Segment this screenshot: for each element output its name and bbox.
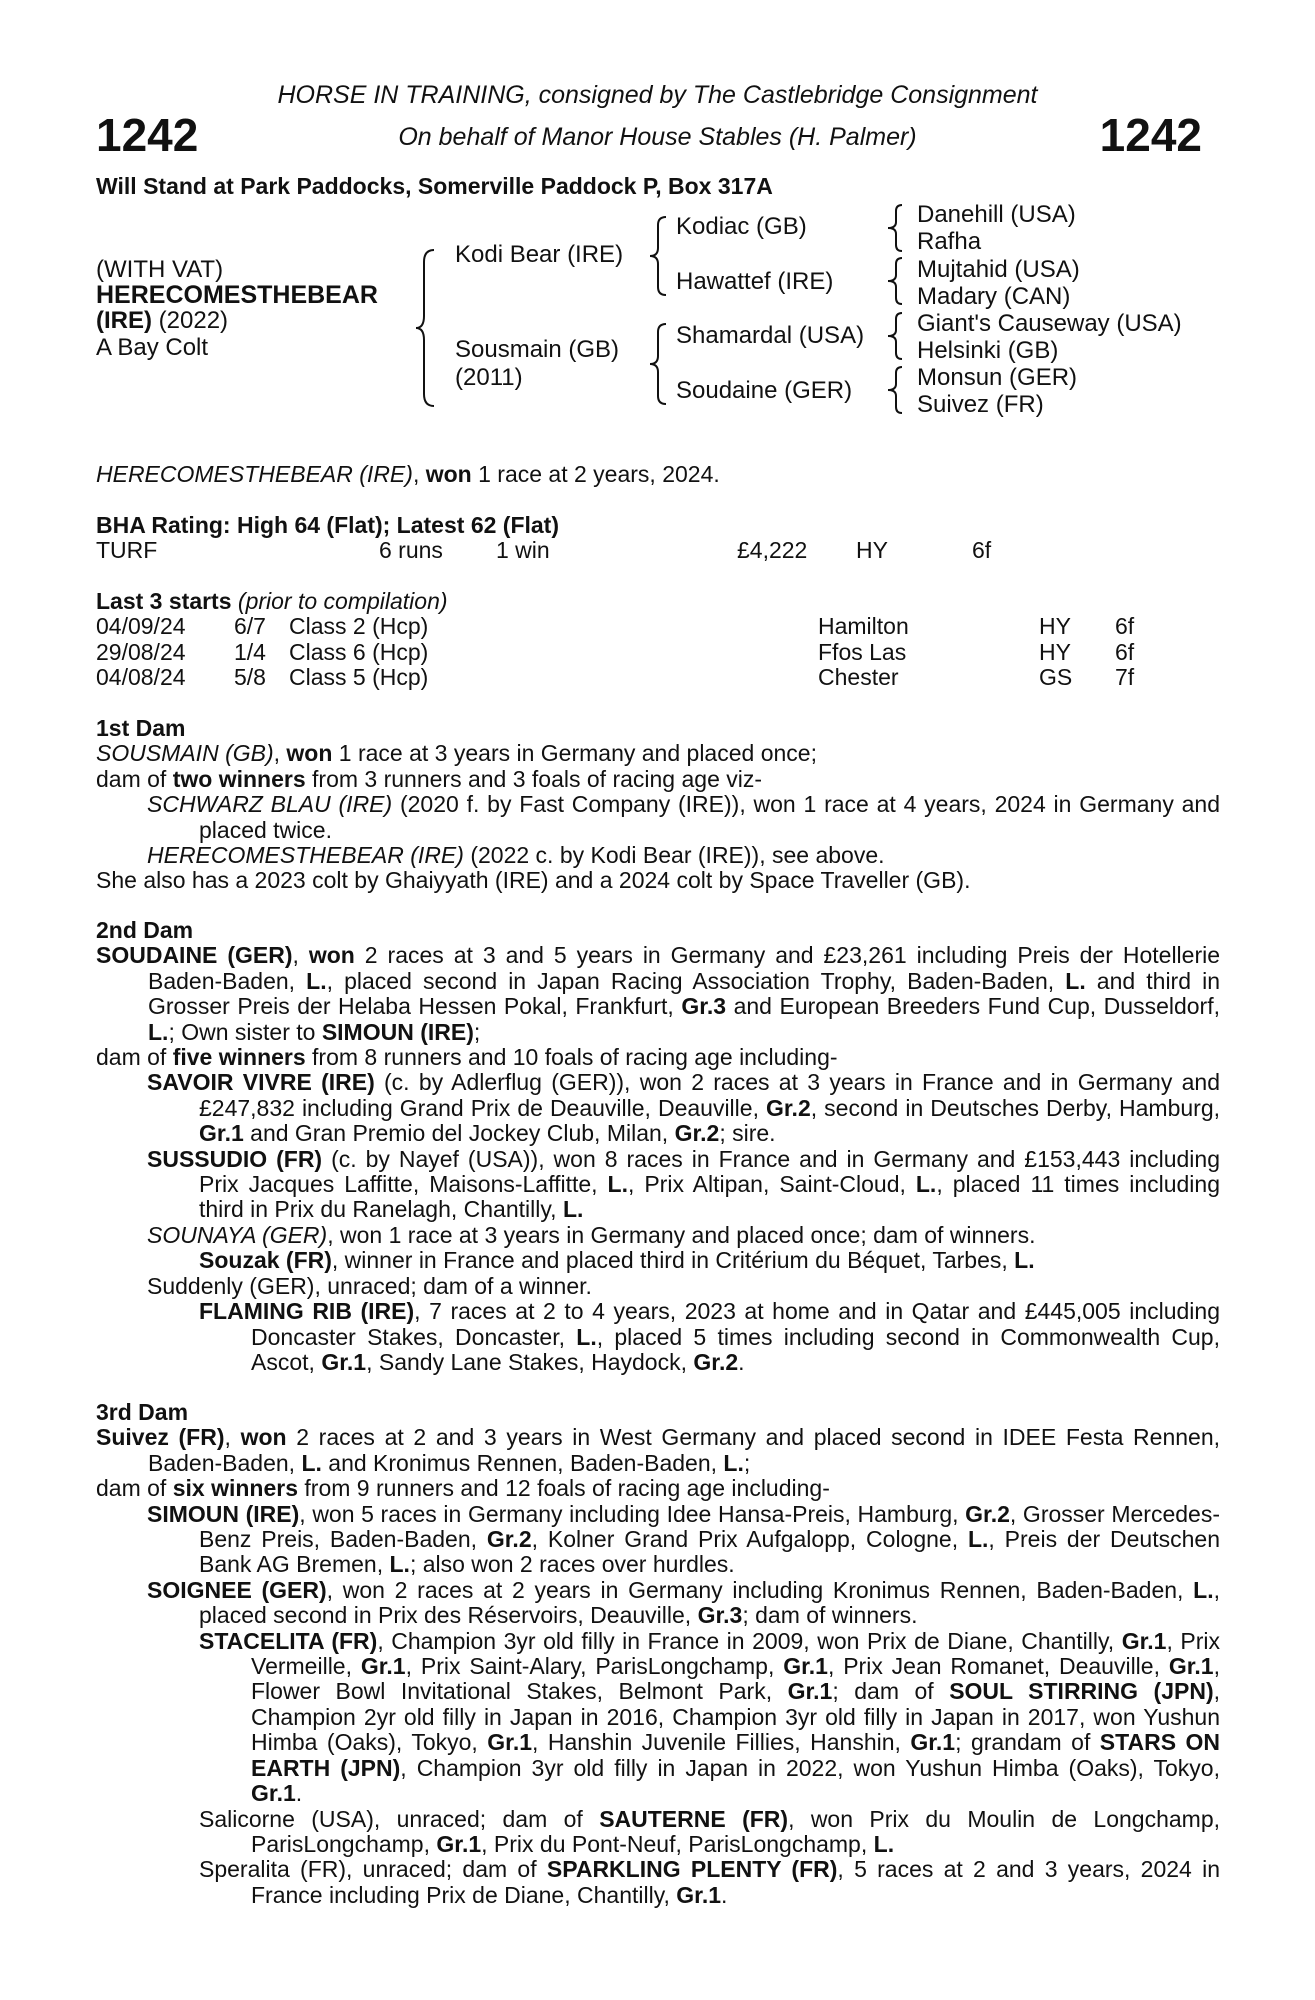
progeny-name: SOIGNEE (GER) (147, 1576, 327, 1603)
text: , Preis der Deutschen Bank AG Bremen, (199, 1526, 1220, 1578)
g4-ancestor: Danehill (USA) (917, 201, 1076, 228)
progeny-name: SCHWARZ BLAU (IRE) (147, 791, 393, 818)
start-class: Class 2 (Hcp) (289, 613, 429, 640)
text: , placed second in Japan Racing Association Trophy, Baden-Baden, (326, 967, 1066, 994)
dam-dam: Soudaine (GER) (676, 377, 853, 404)
grade-label: L. (148, 1018, 169, 1045)
text: ; grandam of (955, 1729, 1100, 1756)
grade-label: Gr.2 (765, 1094, 811, 1121)
progeny-name: FLAMING RIB (IRE) (199, 1298, 415, 1325)
text: , won 1 race at 3 years in Germany and placed once; dam of winners. (327, 1221, 1036, 1248)
summary-won: won (425, 461, 472, 487)
grade-label: Gr.2 (965, 1500, 1010, 1527)
text: ; Own sister to (168, 1018, 322, 1045)
last-starts-note: (prior to compilation) (237, 588, 448, 614)
text: , placed 5 times including second in Commonwealth Cup, Ascot, (251, 1323, 1220, 1375)
pedigree-brace-sire (650, 215, 668, 297)
third-dam-title: 3rd Dam (96, 1399, 189, 1425)
rating-section (96, 513, 1220, 564)
grade-label: L. (562, 1196, 584, 1223)
text: , placed second in Prix des Réservoirs, Deauville, (199, 1576, 1220, 1629)
progeny-name: SIMOUN (IRE) (147, 1500, 300, 1527)
text: , placed 11 times including third in Prix du Ranelagh, Chantilly, (199, 1171, 1220, 1223)
start-row (96, 665, 1220, 690)
first-dam-section (96, 716, 1220, 894)
start-date: 04/09/24 (96, 613, 186, 640)
text: ; dam of winners. (742, 1602, 918, 1629)
text: 2 races at 2 and 3 years in West Germany and placed second in IDEE Festa Rennen, Baden-Baden, (148, 1424, 1221, 1476)
grade-label: Gr.1 (436, 1830, 482, 1857)
rating-runs: 6 runs (379, 537, 443, 564)
progeny-name: SUSSUDIO (FR) (147, 1145, 323, 1172)
text: , Champion 3yr old filly in France in 2009, won Prix de Diane, Chantilly, (377, 1627, 1122, 1654)
text: , 5 races at 2 and 3 years, 2024 in France including Prix de Diane, Chantilly, (251, 1856, 1220, 1908)
dam-name: Sousmain (GB) (455, 336, 620, 363)
grade-label: L. (915, 1171, 937, 1198)
grade-label: Gr.1 (1121, 1627, 1167, 1654)
text: , (273, 740, 287, 767)
text: , second in Deutsches Derby, Hamburg, (810, 1094, 1221, 1121)
grade-label: L. (873, 1830, 895, 1857)
grade-label: Gr.1 (199, 1120, 244, 1147)
text: from 8 runners and 10 foals of racing age including- (305, 1044, 838, 1071)
horse-name: SPARKLING PLENTY (FR) (546, 1856, 838, 1883)
header-on-behalf: On behalf of Manor House Stables (H. Palmer) (398, 123, 917, 151)
text: ; (473, 1018, 481, 1045)
grade-label: Gr.1 (910, 1729, 956, 1756)
pedigree-brace-g4-1 (888, 203, 904, 253)
pedigree-brace-dam (650, 322, 668, 406)
text: and third in Grosser Preis der Helaba Hessen Pokal, Frankfurt, (148, 967, 1220, 1020)
dam-name: SOUSMAIN (GB) (96, 740, 274, 767)
text: ; dam of (832, 1678, 950, 1705)
start-course: Chester (818, 664, 899, 691)
grade-label: L. (607, 1171, 628, 1198)
start-row (96, 614, 1220, 639)
text: , Prix du Pont-Neuf, ParisLongchamp, (481, 1830, 874, 1857)
won-label: won (308, 942, 355, 969)
text: 1 race at 3 years in Germany and placed once; (332, 740, 817, 767)
start-course: Hamilton (818, 613, 909, 640)
text: , Champion 2yr old filly in Japan in 2016, Champion 3yr old filly in Japan in 2017, won Yushun Himba (Oaks), Tokyo, (251, 1678, 1221, 1756)
progeny-name: Souzak (FR) (199, 1247, 332, 1274)
start-distance: 6f (1115, 638, 1135, 665)
start-date: 04/08/24 (96, 664, 186, 691)
start-place: 6/7 (234, 613, 266, 640)
text: dam of (96, 765, 173, 792)
sire-dam: Hawattef (IRE) (676, 268, 834, 295)
stand-location: Will Stand at Park Paddocks, Somerville Paddock P, Box 317A (96, 173, 773, 199)
g4-ancestor: Madary (CAN) (917, 283, 1071, 310)
text: and European Breeders Fund Cup, Dusseldorf, (726, 993, 1221, 1020)
rating-title: BHA Rating: High 64 (Flat); Latest 62 (Flat) (96, 512, 559, 538)
summary-text: 1 race at 2 years, 2024. (471, 461, 720, 487)
dam-sire: Shamardal (USA) (676, 322, 865, 349)
pedigree-brace-g4-2 (888, 256, 904, 306)
g4-ancestor: Suivez (FR) (917, 391, 1044, 418)
grade-label: L. (576, 1323, 597, 1350)
text: , won 5 races in Germany including Idee Hansa-Preis, Hamburg, (299, 1500, 966, 1527)
horse-suffix: (IRE) (96, 307, 152, 334)
last-starts-section (96, 589, 1220, 691)
first-dam-title: 1st Dam (96, 715, 186, 741)
grade-label: Gr.2 (693, 1348, 739, 1375)
text: and Gran Premio del Jockey Club, Milan, (243, 1120, 675, 1147)
lot-number-left: 1242 (96, 109, 199, 161)
text: , Hanshin Juvenile Fillies, Hanshin, (532, 1729, 911, 1756)
grade-label: L. (1193, 1576, 1214, 1603)
text: (2022 c. by Kodi Bear (IRE)), see above. (463, 842, 885, 869)
rating-going: HY (856, 537, 888, 564)
text: , Sandy Lane Stakes, Haydock, (366, 1348, 694, 1375)
g4-ancestor: Mujtahid (USA) (917, 256, 1080, 283)
grade-label: Gr.1 (321, 1348, 367, 1375)
text: She also has a 2023 colt by Ghaiyyath (IRE) and a 2024 colt by Space Traveller (GB). (96, 867, 971, 894)
start-row (96, 640, 1220, 665)
grade-label: Gr.3 (697, 1602, 743, 1629)
grade-label: Gr.3 (681, 993, 727, 1020)
last-starts-title: Last 3 starts (96, 588, 232, 614)
grade-label: Gr.1 (1168, 1653, 1214, 1680)
text: Salicorne (USA), unraced; dam of (199, 1805, 600, 1832)
progeny-line: Suddenly (GER), unraced; dam of a winner. (147, 1272, 592, 1299)
header-consignor: HORSE IN TRAINING, consigned by The Castlebridge Consignment (277, 81, 1038, 109)
grade-label: L. (967, 1526, 989, 1553)
text: , winner in France and placed third in Critérium du Béquet, Tarbes, (331, 1247, 1015, 1274)
second-dam-title: 2nd Dam (96, 917, 194, 943)
grade-label: L. (306, 967, 327, 994)
grade-label: L. (301, 1449, 322, 1476)
rating-earnings: £4,222 (737, 537, 808, 564)
progeny-name: HERECOMESTHEBEAR (IRE) (147, 842, 464, 869)
g4-ancestor: Monsun (GER) (917, 364, 1078, 391)
second-dam-section (96, 918, 1220, 1375)
horse-name: HERECOMESTHEBEAR (96, 281, 378, 309)
sire-name: Kodi Bear (IRE) (455, 241, 624, 268)
start-class: Class 6 (Hcp) (289, 638, 429, 665)
grade-label: Gr.1 (676, 1881, 722, 1908)
start-class: Class 5 (Hcp) (289, 664, 429, 691)
g4-ancestor: Giant's Causeway (USA) (917, 310, 1182, 337)
start-distance: 7f (1115, 664, 1135, 691)
rating-record-row (96, 538, 1220, 563)
text: , won 2 races at 2 years in Germany including Kronimus Rennen, Baden-Baden, (326, 1576, 1194, 1603)
progeny-name: SAVOIR VIVRE (IRE) (147, 1069, 375, 1096)
text: , won Prix du Moulin de Longchamp, ParisLongchamp, (251, 1805, 1220, 1857)
text: , Champion 3yr old filly in Japan in 2022, won Yushun Himba (Oaks), Tokyo, (400, 1754, 1220, 1781)
horse-year: (2022) (152, 307, 229, 334)
pedigree-brace-g4-4 (888, 365, 904, 415)
winners-count: five winners (172, 1044, 306, 1071)
text: (2020 f. by Fast Company (IRE)), won 1 race at 4 years, 2024 in Germany and placed twice. (199, 791, 1220, 843)
winners-count: six winners (172, 1475, 298, 1502)
text: and Kronimus Rennen, Baden-Baden, (321, 1449, 724, 1476)
g4-ancestor: Rafha (917, 228, 982, 255)
text: , (224, 1424, 241, 1451)
text: , Prix Vermeille, (251, 1627, 1220, 1680)
text: , (292, 942, 309, 969)
text: from 3 runners and 3 foals of racing age viz- (305, 765, 763, 792)
third-dam-section (96, 1400, 1220, 1908)
won-label: won (286, 740, 333, 767)
text: . (738, 1348, 745, 1375)
g4-ancestor: Helsinki (GB) (917, 337, 1059, 364)
start-course: Ffos Las (818, 638, 907, 665)
start-distance: 6f (1115, 613, 1135, 640)
pedigree-brace-main (416, 248, 436, 408)
grade-label: L. (723, 1449, 744, 1476)
won-label: won (240, 1424, 287, 1451)
grade-label: L. (1065, 967, 1086, 994)
grade-label: Gr.2 (486, 1526, 532, 1553)
grade-label: Gr.1 (251, 1780, 296, 1807)
text: ; sire. (719, 1120, 776, 1147)
text: (c. by Nayef (USA)), won 8 races in France and in Germany and £153,443 including Prix Jacques Laffitte, Maisons-Laffitte, (199, 1145, 1220, 1198)
rating-surface: TURF (96, 537, 158, 564)
text: ; also won 2 races over hurdles. (409, 1551, 735, 1578)
rating-wins: 1 win (496, 537, 550, 564)
vat-note: (WITH VAT) (96, 256, 224, 283)
text: , Prix Saint-Alary, ParisLongchamp, (405, 1653, 784, 1680)
text: . (721, 1881, 728, 1908)
text: . (295, 1780, 303, 1807)
winners-count: two winners (172, 765, 306, 792)
grade-label: L. (1014, 1247, 1035, 1274)
text: , Kolner Grand Prix Aufgalopp, Cologne, (531, 1526, 968, 1553)
text: , Prix Altipan, Saint-Cloud, (627, 1171, 916, 1198)
start-going: HY (1039, 613, 1071, 640)
dam-name: SOUDAINE (GER) (96, 942, 293, 969)
rating-distance: 6f (972, 537, 992, 564)
grade-label: Gr.1 (360, 1653, 406, 1680)
grade-label: L. (389, 1551, 410, 1578)
dam-name: Suivez (FR) (96, 1424, 225, 1451)
text: (c. by Adlerflug (GER)), won 2 races at 3 years in France and in Germany and £247,832 including Grand Prix de Deauville, Deauville, (199, 1069, 1220, 1121)
sire-sire: Kodiac (GB) (676, 213, 807, 240)
text: from 9 runners and 12 foals of racing age including- (298, 1475, 830, 1502)
start-place: 5/8 (234, 664, 266, 691)
horse-name: SIMOUN (IRE) (321, 1018, 474, 1045)
horse-name-suffix (96, 307, 228, 335)
start-date: 29/08/24 (96, 638, 186, 665)
pedigree-brace-g4-3 (888, 311, 904, 361)
start-going: GS (1039, 664, 1073, 691)
horse-name: SAUTERNE (FR) (599, 1805, 789, 1832)
text: 2 races at 3 and 5 years in Germany and £23,261 including Preis der Hotellerie Baden-Baden, (148, 942, 1221, 994)
text: , Grosser Mercedes-Benz Preis, Baden-Baden, (199, 1500, 1220, 1553)
text: dam of (96, 1475, 173, 1502)
text: , 7 races at 2 to 4 years, 2023 at home and in Qatar and £445,005 including Doncaster Stakes, Doncaster, (251, 1298, 1220, 1350)
progeny-name: STACELITA (FR) (199, 1627, 378, 1654)
text: , Flower Bowl Invitational Stakes, Belmont Park, (251, 1653, 1220, 1705)
grade-label: Gr.1 (787, 1678, 833, 1705)
start-place: 1/4 (234, 638, 266, 665)
grade-label: Gr.1 (487, 1729, 533, 1756)
horse-name: STARS ON EARTH (JPN) (251, 1729, 1220, 1781)
text: ; (743, 1449, 751, 1476)
grade-label: Gr.2 (674, 1120, 720, 1147)
dam-year: (2011) (455, 364, 523, 391)
start-going: HY (1039, 638, 1071, 665)
progeny-name: SOUNAYA (GER) (147, 1221, 328, 1248)
summary-horse: HERECOMESTHEBEAR (IRE) (96, 461, 413, 487)
text: , Prix Jean Romanet, Deauville, (827, 1653, 1169, 1680)
horse-description: A Bay Colt (96, 334, 209, 361)
text: Speralita (FR), unraced; dam of (199, 1856, 547, 1883)
grade-label: Gr.1 (783, 1653, 828, 1680)
race-summary: HERECOMESTHEBEAR (IRE), won 1 race at 2 years, 2024. (96, 461, 720, 487)
horse-name: SOUL STIRRING (JPN) (949, 1678, 1214, 1705)
text: dam of (96, 1044, 173, 1071)
lot-number-right: 1242 (1099, 109, 1202, 161)
